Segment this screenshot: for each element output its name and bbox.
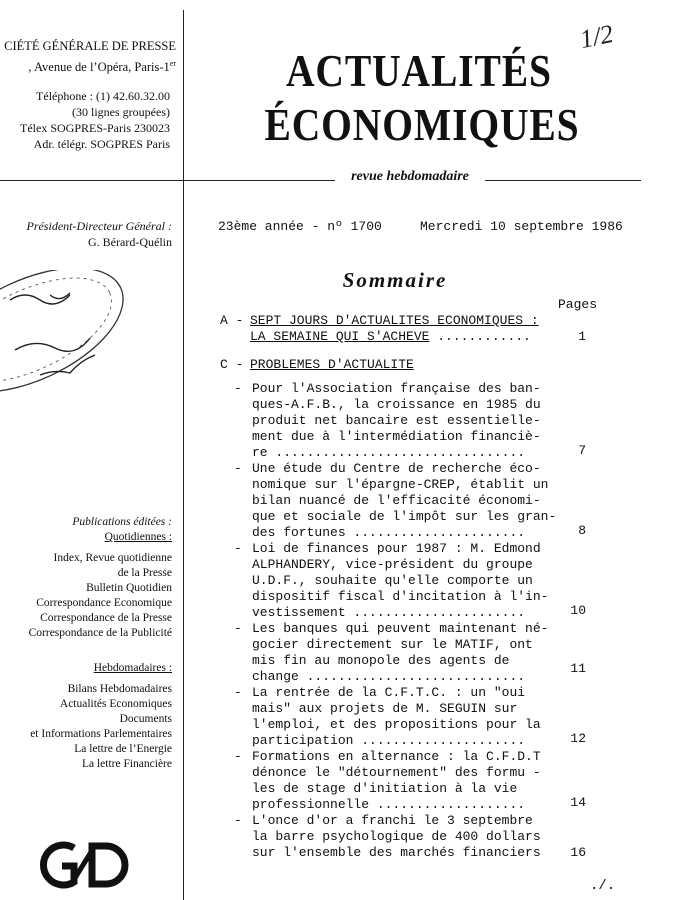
contact-block (0, 88, 170, 152)
item-line: dispositif fiscal d'incitation à l'in- (252, 589, 549, 604)
toc-section[interactable] (220, 313, 600, 345)
page-number: 14 (570, 795, 586, 810)
item-line: vestissement ...................... (252, 605, 526, 620)
weekly-item: Actualités Economiques (59, 698, 172, 710)
issue-number: 23ème année - nº 1700 (218, 219, 382, 234)
toc-section[interactable] (220, 357, 600, 373)
item-line: mais" aux projets de M. SEGUIN sur (252, 701, 518, 716)
header-rule-middle (183, 180, 335, 181)
issue-date: Mercredi 10 septembre 1986 (420, 219, 623, 234)
company-name: CIÉTÉ GÉNÉRALE DE PRESSE (4, 39, 176, 53)
toc-item[interactable]: - Loi de finances pour 1987 : M. Edmond ALPHANDERY, vice-président du groupe U.D.F., souhaite qu'elle comporte un dispositif fiscal d'incitation à l'in- vestissement ...................... 10 (234, 541, 600, 621)
director-name: G. Bérard-Quélin (88, 235, 172, 249)
summary-title: Sommaire (342, 268, 448, 292)
item-line: ques-A.F.B., la croissance en 1985 du (252, 397, 541, 412)
item-line: nomique sur l'épargne-CREP, établit un (252, 477, 549, 492)
item-line: Loi de finances pour 1987 : M. Edmond (252, 541, 541, 556)
item-line: ment due à l'intermédiation financiè- (252, 429, 541, 444)
toc-item[interactable]: - L'once d'or a franchi le 3 septembre la barre psychologique de 400 dollars sur l'ensemble des marchés financiers 16 (234, 813, 600, 861)
phone-lines: (30 lignes groupées) (72, 105, 170, 119)
weekly-item: Documents (119, 713, 172, 725)
header-rule-left (0, 180, 183, 181)
daily-item: Correspondance de la Presse (40, 612, 172, 624)
phone: Téléphone : (1) 42.60.32.00 (36, 89, 170, 103)
item-line: re ................................ (252, 445, 526, 460)
publisher-logo (34, 840, 144, 890)
weekly-item: et Informations Parlementaires (30, 728, 172, 740)
toc-item[interactable]: - Pour l'Association française des ban- ques-A.F.B., la croissance en 1985 du produit net bancaire est essentielle- ment due à l'intermédiation financiè- re ................................ 7 (234, 381, 600, 461)
daily-item: Correspondance de la Publicité (28, 627, 172, 639)
item-line: dénonce le "détournement" des formu - (252, 765, 541, 780)
item-line: U.D.F., souhaite qu'elle comporte un (252, 573, 533, 588)
page-number: 7 (578, 443, 586, 458)
handwritten-annotation: 1/2 (577, 18, 616, 55)
page-number: 12 (570, 731, 586, 746)
page-number: 11 (570, 661, 586, 676)
item-line: La rentrée de la C.F.T.C. : un "oui (252, 685, 526, 700)
stamp-seal (0, 270, 140, 410)
item-line: l'emploi, et des propositions pour la (252, 717, 541, 732)
item-line: que et sociale de l'impôt sur les gran- (252, 509, 557, 524)
item-line: professionnelle ................... (252, 797, 526, 812)
item-line: la barre psychologique de 400 dollars (252, 829, 541, 844)
item-line: participation ..................... (252, 733, 526, 748)
page-number: 10 (570, 603, 586, 618)
telegram-address: Adr. télégr. SOGPRES Paris (33, 137, 170, 151)
telex: Télex SOGPRES-Paris 230023 (20, 121, 170, 135)
daily-item: de la Presse (117, 567, 172, 579)
item-line: ALPHANDERY, vice-président du groupe (252, 557, 533, 572)
page-number: 16 (570, 845, 586, 860)
toc-item[interactable]: - Les banques qui peuvent maintenant né- gocier directement sur le MATIF, ont mis fin au monopole des agents de change ............................ 11 (234, 621, 600, 685)
publications-heading: Publications éditées : (72, 516, 172, 528)
daily-item: Correspondance Economique (36, 597, 172, 609)
item-line: bilan nuancé de l'efficacité économi- (252, 493, 541, 508)
toc-item[interactable]: - Formations en alternance : la C.F.D.T dénonce le "détournement" des formu - les de stage d'initiation à la vie professionnelle ................... 14 (234, 749, 600, 813)
director-title: Président-Directeur Général : (26, 219, 172, 233)
page-number: 1 (578, 329, 586, 344)
leader-dots: ............ (429, 329, 531, 344)
item-line: Pour l'Association française des ban- (252, 381, 541, 396)
company-address: , Avenue de l’Opéra, Paris-1er (28, 59, 176, 75)
item-line: produit net bancaire est essentielle- (252, 413, 541, 428)
header-rule-right (485, 180, 641, 181)
toc-item[interactable]: - Une étude du Centre de recherche éco- nomique sur l'épargne-CREP, établit un bilan nuancé de l'efficacité économi- que et sociale de l'impôt sur les gran- des fortunes ...................... 8 (234, 461, 600, 541)
item-line: sur l'ensemble des marchés financiers (252, 845, 541, 860)
tagline: revue hebdomadaire (351, 169, 469, 184)
item-line: change ............................ (252, 669, 526, 684)
item-line: Une étude du Centre de recherche éco- (252, 461, 541, 476)
page-number: 8 (578, 523, 586, 538)
weekly-item: Bilans Hebdomadaires (67, 683, 172, 695)
weekly-heading: Hebdomadaires : (93, 662, 172, 674)
publications-list (0, 515, 172, 772)
item-line: Les banques qui peuvent maintenant né- (252, 621, 549, 636)
item-line: des fortunes ...................... (252, 525, 526, 540)
item-line: Formations en alternance : la C.F.D.T (252, 749, 541, 764)
section-letter: A - (220, 313, 244, 328)
section-letter: C - (220, 357, 244, 372)
table-of-contents (220, 313, 600, 861)
weekly-item: La lettre Financière (81, 758, 172, 770)
section-title-line: PROBLEMES D'ACTUALITE (250, 357, 414, 372)
item-line: L'once d'or a franchi le 3 septembre (252, 813, 533, 828)
section-title-line: LA SEMAINE QUI S'ACHEVE (250, 329, 430, 344)
masthead-line1: ACTUALITÉS (286, 45, 552, 96)
continued-mark: ./. (590, 878, 616, 894)
item-line: mis fin au monopole des agents de (252, 653, 510, 668)
item-line: les de stage d'initiation à la vie (252, 781, 518, 796)
masthead-line2: ÉCONOMIQUES (264, 99, 580, 150)
item-line: gocier directement sur le MATIF, ont (252, 637, 533, 652)
weekly-item: La lettre de l’Energie (74, 743, 172, 755)
column-divider (183, 10, 184, 900)
daily-heading: Quotidiennes : (104, 531, 172, 543)
section-title-line: SEPT JOURS D'ACTUALITES ECONOMIQUES : (250, 313, 539, 328)
daily-item: Index, Revue quotidienne (53, 552, 172, 564)
toc-item[interactable]: - La rentrée de la C.F.T.C. : un "oui mais" aux projets de M. SEGUIN sur l'emploi, et des propositions pour la participation ..................... 12 (234, 685, 600, 749)
daily-item: Bulletin Quotidien (86, 582, 172, 594)
pages-label: Pages (558, 297, 598, 312)
company-block (0, 38, 176, 76)
